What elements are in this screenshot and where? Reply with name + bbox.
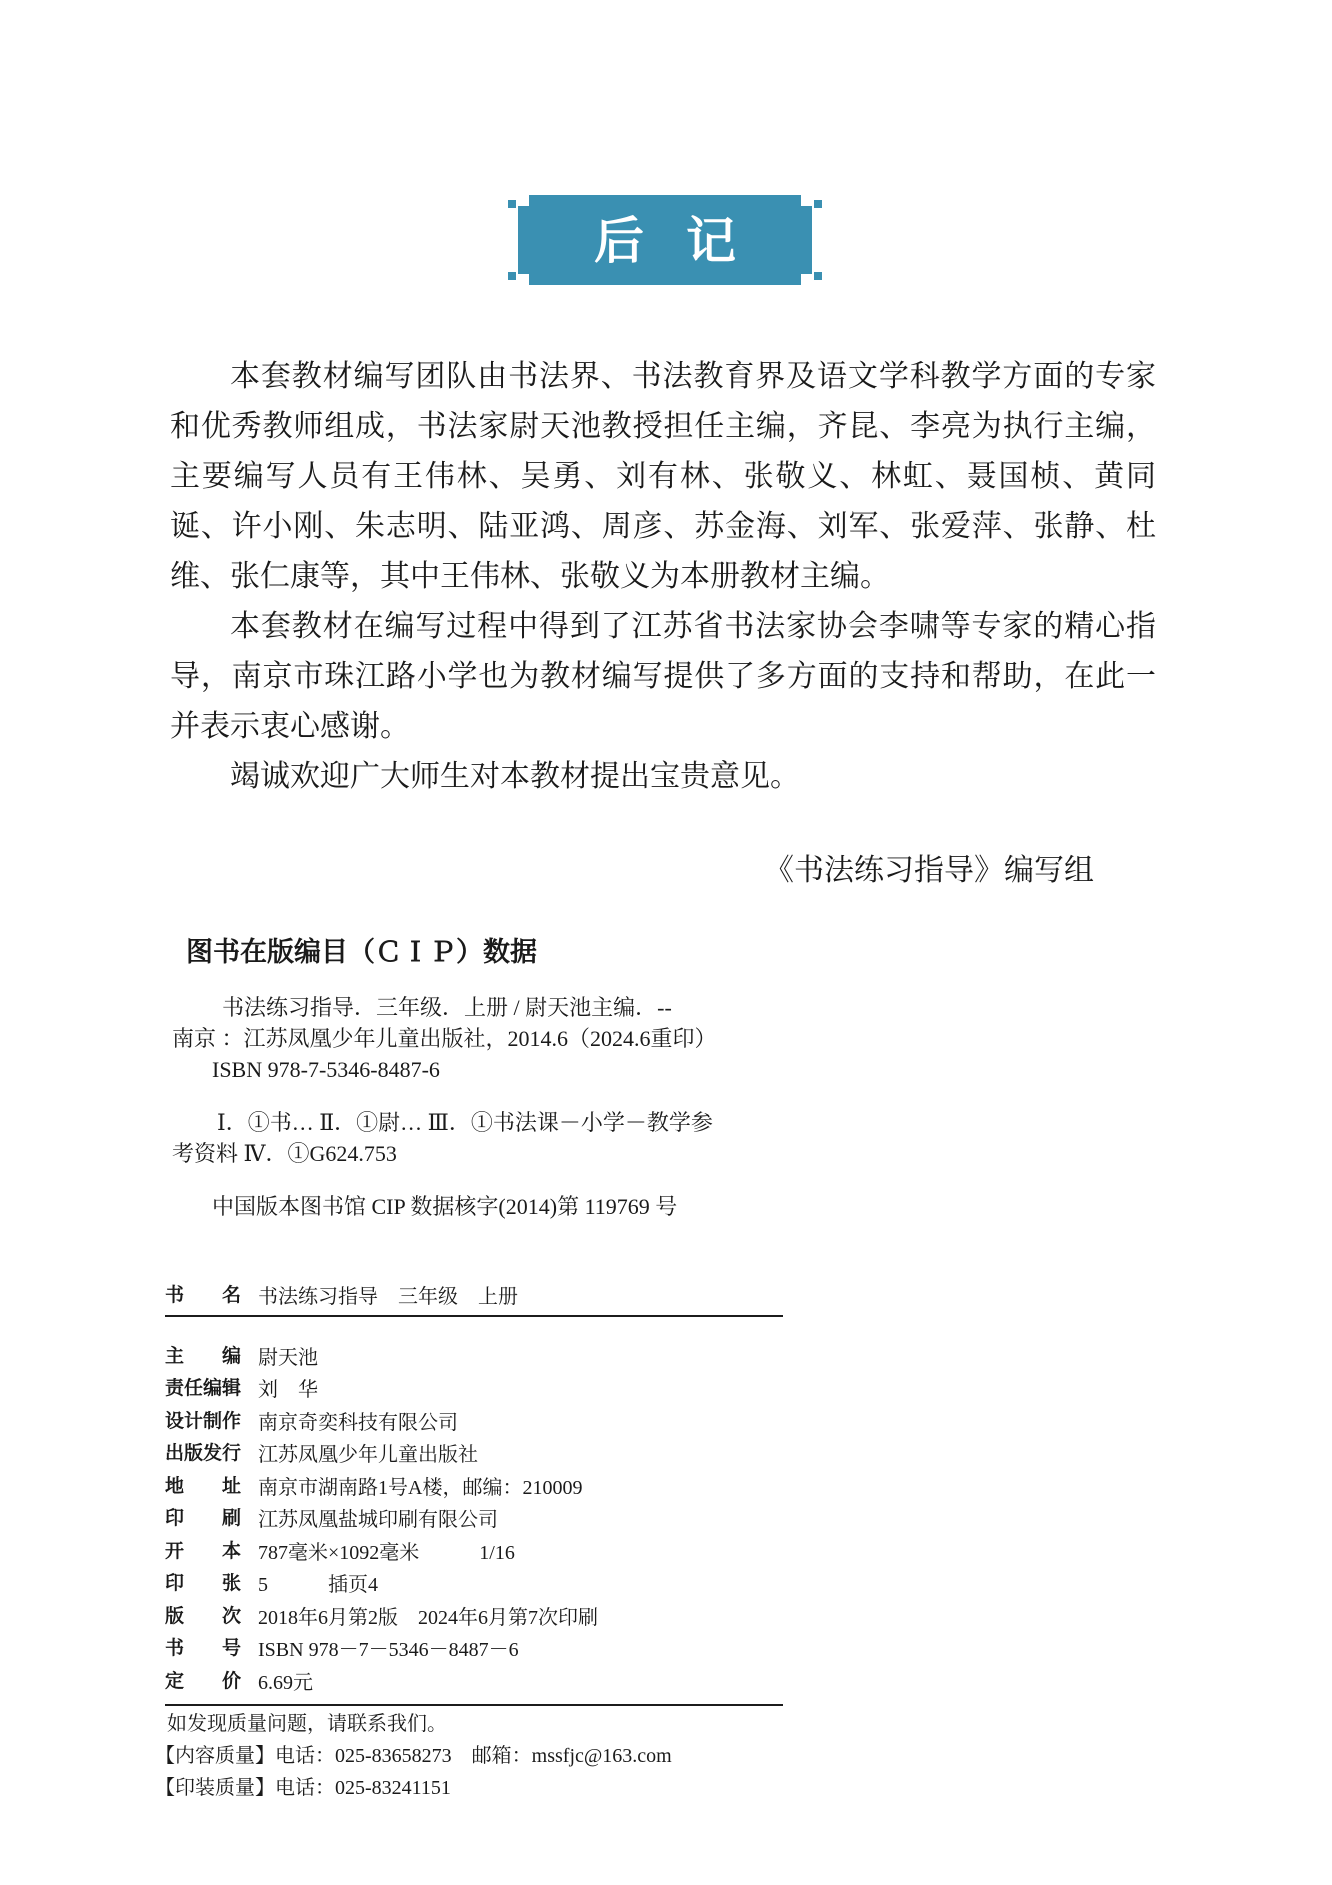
cip-classification-line: Ⅰ．①书… Ⅱ．①尉… Ⅲ．①书法课－小学－教学参 — [217, 1110, 713, 1135]
banner-corner-notch — [518, 195, 529, 206]
editorial-group-signature: 《书法练习指导》编写组 — [764, 854, 1094, 887]
footer-binding-quality-line: 【印装质量】电话：025-83241151 — [155, 1777, 451, 1799]
row-label: 出版发行 — [165, 1443, 242, 1464]
page-title: 后 记 — [594, 213, 750, 269]
cip-title-line: 书法练习指导．三年级．上册 / 尉天池主编．-- — [222, 995, 672, 1020]
cip-block — [172, 992, 872, 1222]
row-label: 印 刷 — [165, 1508, 242, 1529]
afterword-banner — [518, 195, 812, 285]
banner-corner-pixel — [508, 272, 516, 280]
row-label: 开 本 — [165, 1540, 242, 1562]
table-row — [165, 1633, 783, 1666]
row-label: 书 号 — [165, 1638, 242, 1659]
row-label: 印 张 — [165, 1573, 242, 1594]
row-value: 南京市湖南路1号A楼，邮编：210009 — [258, 1476, 583, 1499]
quality-contact-footer — [155, 1708, 915, 1804]
row-value: 5 插页4 — [258, 1574, 378, 1596]
row-value: 尉天池 — [258, 1346, 318, 1369]
row-value: 江苏凤凰盐城印刷有限公司 — [258, 1509, 498, 1531]
table-row — [165, 1601, 783, 1634]
row-label: 设计制作 — [165, 1410, 242, 1432]
cip-classification-line: 考资料 Ⅳ．①G624.753 — [172, 1141, 397, 1166]
row-value: 书法练习指导 三年级 上册 — [258, 1286, 518, 1308]
table-row — [165, 1536, 783, 1569]
table-row — [165, 1471, 783, 1504]
row-value: 南京奇奕科技有限公司 — [258, 1411, 458, 1434]
row-label: 主 编 — [165, 1345, 242, 1367]
afterword-paragraph: 竭诚欢迎广大师生对本教材提出宝贵意见。 — [230, 760, 800, 793]
banner-corner-notch — [801, 274, 812, 285]
row-label: 定 价 — [165, 1670, 242, 1692]
colophon-table — [165, 1280, 783, 1706]
cip-heading: 图书在版编目（ＣＩＰ）数据 — [186, 937, 537, 967]
footer-content-quality-line: 【内容质量】电话：025-83658273 邮箱：mssfjc@163.com — [155, 1745, 672, 1767]
footer-notice: 如发现质量问题，请联系我们。 — [167, 1713, 447, 1735]
cip-isbn-line: ISBN 978-7-5346-8487-6 — [212, 1057, 440, 1082]
banner-corner-pixel — [814, 200, 822, 208]
table-row — [165, 1438, 783, 1471]
row-label: 版 次 — [165, 1605, 242, 1627]
table-row — [165, 1666, 783, 1699]
table-row — [165, 1406, 783, 1439]
row-label: 书 名 — [165, 1285, 242, 1306]
row-value: 刘 华 — [258, 1379, 318, 1401]
afterword-paragraph: 本套教材在编写过程中得到了江苏省书法家协会李啸等专家的精心指导，南京市珠江路小学也为教材编写提供了多方面的支持和帮助，在此一并表示衷心感谢。 — [170, 610, 1156, 743]
row-value: 787毫米×1092毫米 1/16 — [258, 1541, 515, 1564]
row-label: 责任编辑 — [165, 1378, 242, 1399]
afterword-body — [170, 352, 1156, 802]
row-value: 2018年6月第2版 2024年6月第7次印刷 — [258, 1606, 598, 1629]
table-row — [165, 1373, 783, 1406]
divider-line — [165, 1704, 783, 1706]
cip-publisher-line: 南京 ：江苏凤凰少年儿童出版社，2014.6（2024.6重印） — [172, 1026, 717, 1051]
cip-record-line: 中国版本图书馆 CIP 数据核字(2014)第 119769 号 — [212, 1194, 678, 1219]
row-value: 6.69元 — [258, 1671, 313, 1694]
row-value: ISBN 978－7－5346－8487－6 — [258, 1639, 519, 1661]
banner-corner-pixel — [814, 272, 822, 280]
table-row — [165, 1341, 783, 1374]
row-label: 地 址 — [165, 1475, 242, 1497]
row-value: 江苏凤凰少年儿童出版社 — [258, 1444, 478, 1466]
banner-corner-notch — [801, 195, 812, 206]
table-row — [165, 1503, 783, 1536]
banner-corner-notch — [518, 274, 529, 285]
banner-corner-pixel — [508, 200, 516, 208]
afterword-paragraph: 本套教材编写团队由书法界、书法教育界及语文学科教学方面的专家和优秀教师组成，书法家尉天池教授担任主编，齐昆、李亮为执行主编，主要编写人员有王伟林、吴勇、刘有林、张敬义、林虹、聂国桢、黄同诞、许小刚、朱志明、陆亚鸿、周彦、苏金海、刘军、张爱萍、张静、杜维、张仁康等，其中王伟林、张敬义为本册教材主编。 — [170, 360, 1156, 593]
divider-line — [165, 1315, 783, 1317]
table-row — [165, 1280, 783, 1313]
table-row — [165, 1568, 783, 1601]
